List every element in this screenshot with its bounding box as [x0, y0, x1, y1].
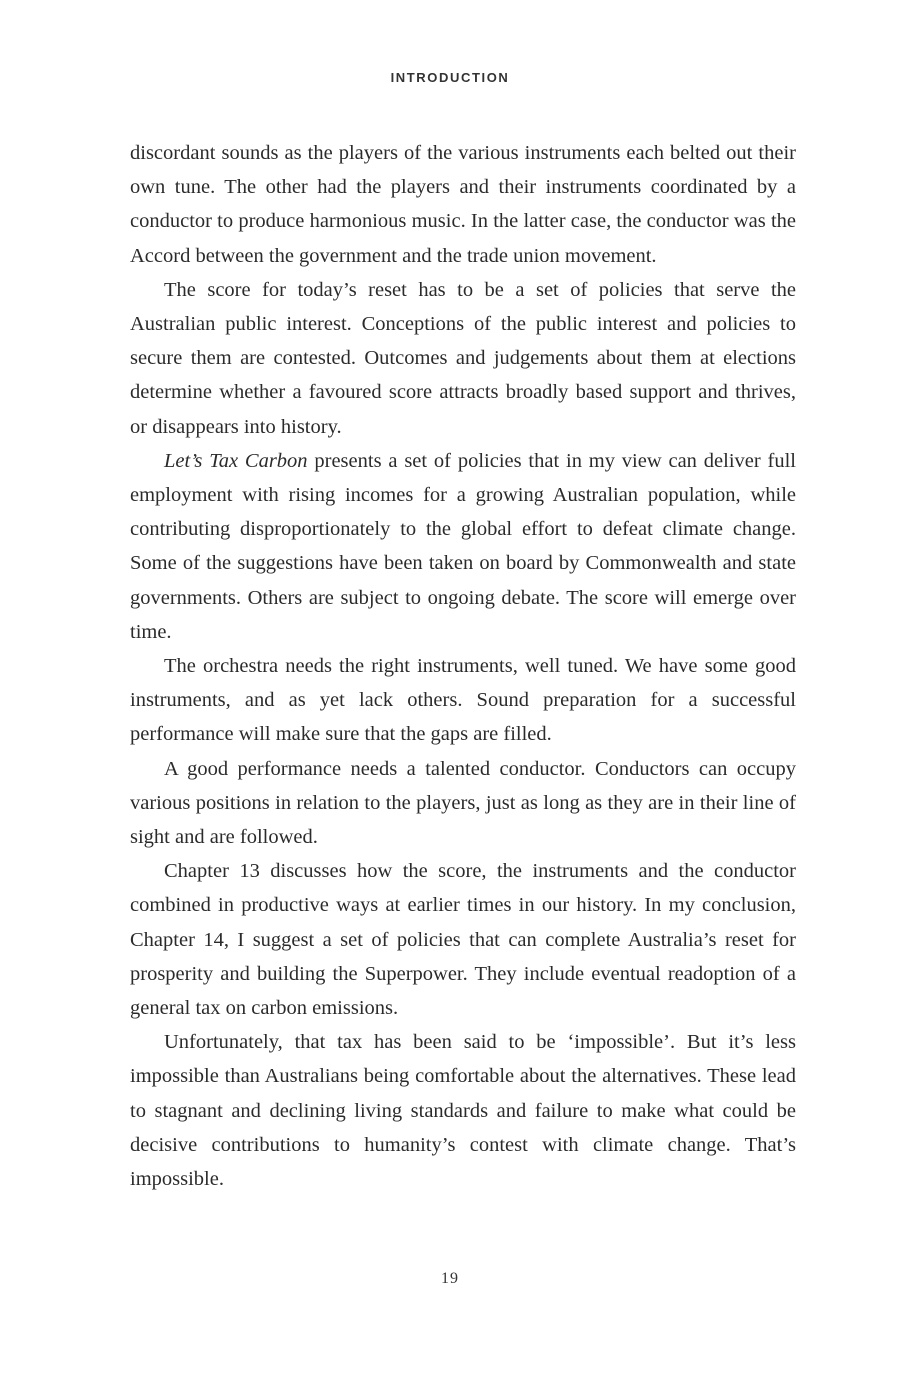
paragraph-6: [130, 854, 796, 1025]
paragraph-5: [130, 752, 796, 855]
paragraph-1: [130, 136, 796, 273]
paragraph-3: [130, 444, 796, 649]
book-title-italic: Let’s Tax Carbon: [164, 449, 308, 472]
paragraph-7-text: Unfortunately, that tax has been said to be ‘impossible’. But it’s less impossible than Australians being comfortable about the alternatives. These lead to stagnant and declining living standards and failure to make what could be decisive contributions to humanity’s contest with climate change. That’s impossible.: [130, 1031, 796, 1191]
paragraph-2: [130, 273, 796, 444]
paragraph-4: [130, 649, 796, 752]
body-text: [130, 136, 796, 1196]
paragraph-4-text: The orchestra needs the right instruments, well tuned. We have some good instruments, and as yet lack others. Sound preparation for a successful performance will make sure that the gaps are filled.: [130, 655, 796, 746]
running-head: INTRODUCTION: [390, 70, 510, 85]
paragraph-1-text: discordant sounds as the players of the various instruments each belted out their own tune. The other had the players and their instruments coordinated by a conductor to produce harmonious music. In the latter case, the conductor was the Accord between the government and the trade union movement.: [130, 142, 796, 267]
paragraph-6-text: Chapter 13 discusses how the score, the instruments and the conductor combined in productive ways at earlier times in our history. In my conclusion, Chapter 14, I suggest a set of policies that can complete Australia’s reset for prosperity and building the Superpower. They include eventual readoption of a general tax on carbon emissions.: [130, 860, 796, 1020]
paragraph-2-text: The score for today’s reset has to be a set of policies that serve the Australian public interest. Conceptions of the public interest and policies to secure them are contested. Outcomes and judgements about them at elections determine whether a favoured score attracts broadly based support and thrives, or disappears into history.: [130, 278, 796, 438]
paragraph-5-text: A good performance needs a talented conductor. Conductors can occupy various positions in relation to the players, just as long as they are in their line of sight and are followed.: [130, 757, 796, 849]
page-number: 19: [441, 1270, 459, 1287]
paragraph-3-text: presents a set of policies that in my view can deliver full employment with rising incomes for a growing Australian population, while contributing disproportionately to the global effort to defeat climate change. Some of the suggestions have been taken on board by Commonwealth and state governments. Others are subject to ongoing debate. The score will emerge over time.: [130, 449, 796, 643]
paragraph-7: [130, 1025, 796, 1196]
